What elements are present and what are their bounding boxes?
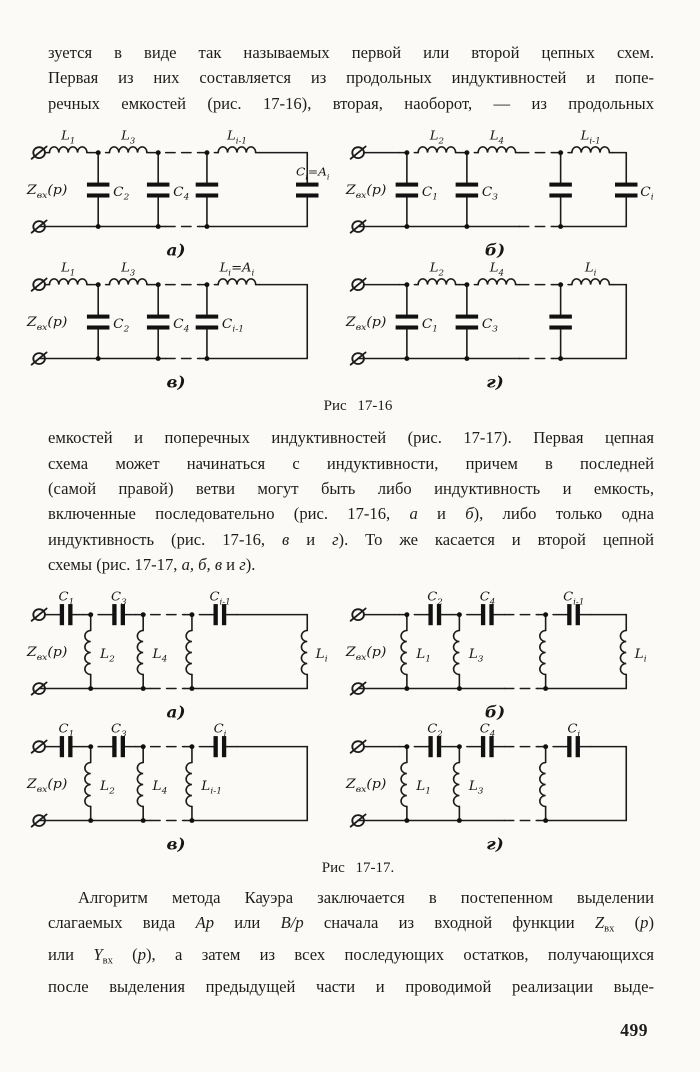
component-label: $L_i$: [584, 260, 597, 278]
component-label: $C_2$: [113, 185, 130, 203]
component-label: $L_1$: [416, 778, 431, 797]
component-label: $L_2$: [100, 778, 115, 797]
circuit-cell-17-a: [26, 590, 341, 722]
component-label: $C_3$: [111, 589, 127, 607]
component-label: $C_i$: [213, 721, 227, 739]
component-label: $L_i=A_i$: [219, 260, 255, 278]
figure-17-17-caption: Рис 17-17.: [321, 859, 395, 876]
component-label: $L_4$: [489, 128, 504, 146]
component-label: $L_4$: [152, 646, 168, 665]
component-label: $C_1$: [421, 317, 438, 335]
text-line: (самой правой) ветви могут быть либо индуктивность и емкость,: [48, 479, 654, 499]
component-label: $L_2$: [100, 646, 115, 665]
component-label: $L_2$: [429, 260, 444, 278]
component-label: $C_1$: [58, 589, 75, 607]
circuit-sublabel: в): [166, 834, 186, 854]
terminal-icon: [32, 279, 47, 291]
text-line: емкостей и поперечных индуктивностей (рис. 17-17). Первая цепная: [48, 428, 654, 448]
component-label: $C_4$: [479, 721, 496, 739]
input-impedance-label: $Z_{вх}(p)$: [345, 776, 387, 795]
circuit-16-v: [26, 260, 341, 392]
text-line: схемы (рис. 17-17, а, б, в и г).: [48, 555, 256, 575]
component-label: $L_3$: [121, 128, 136, 146]
input-impedance-label: $Z_{вх}(p)$: [26, 182, 68, 202]
input-impedance-label: $Z_{вх}(p)$: [26, 776, 68, 795]
figure-row: [26, 590, 690, 722]
text-line: Первая из них составляется из продольных индуктивностей и попе-: [48, 68, 654, 88]
terminal-icon: [32, 147, 47, 159]
circuit-sublabel: а): [166, 241, 186, 260]
component-label: $L_3$: [121, 260, 136, 278]
figure-17-17: [26, 590, 690, 877]
figure-17-16-caption: Рис 17-16: [323, 398, 393, 415]
terminal-icon: [32, 608, 47, 620]
figure-row: [26, 260, 690, 392]
circuit-sublabel: а): [166, 702, 186, 722]
circuit-cell-16-a: [26, 128, 341, 260]
circuit-17-g: [345, 722, 660, 854]
circuit-sublabel: б): [484, 702, 506, 722]
component-label: $C_2$: [113, 317, 130, 335]
component-label: $C_3$: [481, 317, 498, 335]
page-number: 499: [620, 1020, 648, 1040]
terminal-icon: [351, 279, 366, 291]
circuit-17-v: [26, 722, 341, 854]
paragraph-intro: [48, 40, 654, 116]
component-label: $L_{i-1}$: [226, 128, 247, 146]
component-label: $L_{i-1}$: [580, 128, 601, 146]
circuit-sublabel: г): [486, 834, 504, 854]
component-label: $L_3$: [468, 646, 484, 665]
component-label: $C_4$: [173, 185, 190, 203]
circuit-sublabel: б): [484, 241, 506, 260]
figure-17-17-circuits: [26, 590, 690, 854]
component-label: $L_1$: [61, 128, 76, 146]
circuit-cell-16-v: [26, 260, 341, 392]
component-label: $C_3$: [111, 721, 127, 739]
component-label: $C_{i-1}$: [209, 589, 231, 607]
component-label: $C_3$: [481, 185, 498, 203]
text-line: схема может начинаться с индуктивности, причем в последней: [48, 453, 654, 473]
terminal-icon: [351, 740, 366, 752]
component-label: $C_i$: [567, 721, 581, 739]
text-line: или $Y_{вх}$ (p), а затем из всех последующих остатков, получающихся: [48, 944, 654, 967]
component-label: $L_3$: [468, 778, 484, 797]
input-impedance-label: $Z_{вх}(p)$: [345, 644, 387, 663]
component-label: $C_4$: [479, 589, 496, 607]
component-label: $C_i$: [640, 185, 654, 203]
text-line: включенные последовательно (рис. 17-16, а и б), либо только одна: [48, 504, 654, 524]
input-impedance-label: $Z_{вх}(p)$: [26, 644, 68, 663]
text-line: зуется в виде так называемых первой или второй цепных схем.: [48, 43, 654, 62]
circuit-cell-17-v: [26, 722, 341, 854]
circuit-cell-17-b: [345, 590, 660, 722]
figure-17-16-circuits: [26, 128, 690, 392]
component-label: $C_4$: [173, 317, 190, 335]
paragraph-middle: [48, 425, 654, 577]
input-impedance-label: $Z_{вх}(p)$: [345, 182, 387, 202]
terminal-icon: [32, 740, 47, 752]
terminal-icon: [351, 147, 366, 159]
paragraph-bottom: [48, 885, 654, 1000]
component-label: $C_{i-1}$: [563, 589, 585, 607]
figure-row: [26, 722, 690, 854]
component-label: $C_1$: [58, 721, 75, 739]
component-label: $L_2$: [429, 128, 444, 146]
input-impedance-label: $Z_{вх}(p)$: [26, 314, 68, 334]
component-label: $C_2$: [427, 589, 443, 607]
input-impedance-label: $Z_{вх}(p)$: [345, 314, 387, 334]
figure-17-16: [26, 128, 690, 415]
text-line: Алгоритм метода Кауэра заключается в постепенном выделении: [78, 887, 654, 907]
circuit-17-a: [26, 590, 341, 722]
component-label: $C_i=A_i$: [296, 165, 330, 182]
text-line: речных емкостей (рис. 17-16), вторая, наоборот, — из продольных: [48, 93, 654, 113]
circuit-sublabel: г): [486, 373, 504, 392]
component-label: $L_i$: [634, 646, 647, 665]
circuit-cell-16-g: [345, 260, 660, 392]
figure-row: [26, 128, 690, 260]
circuit-17-b: [345, 590, 660, 722]
component-label: $C_1$: [421, 185, 438, 203]
component-label: $C_2$: [427, 721, 443, 739]
circuit-cell-16-b: [345, 128, 660, 260]
text-line: индуктивность (рис. 17-16, в и г). То же касается и второй цепной: [48, 529, 654, 549]
component-label: $L_1$: [61, 260, 76, 278]
component-label: $L_i$: [315, 646, 328, 665]
terminal-icon: [351, 608, 366, 620]
circuit-16-g: [345, 260, 660, 392]
component-label: $L_{i-1}$: [201, 778, 222, 797]
text-line: слагаемых вида Ap или B/p сначала из входной функции $Z_{вх}$ (p): [48, 913, 654, 935]
circuit-16-a: [26, 128, 341, 260]
component-label: $C_{i-1}$: [221, 317, 244, 335]
circuit-16-b: [345, 128, 660, 260]
text-line: после выделения предыдущей части и проводимой реализации выде-: [48, 976, 654, 996]
component-label: $L_4$: [489, 260, 504, 278]
circuit-sublabel: в): [166, 373, 186, 392]
circuit-cell-17-g: [345, 722, 660, 854]
component-label: $L_4$: [152, 778, 168, 797]
component-label: $L_1$: [416, 646, 431, 665]
